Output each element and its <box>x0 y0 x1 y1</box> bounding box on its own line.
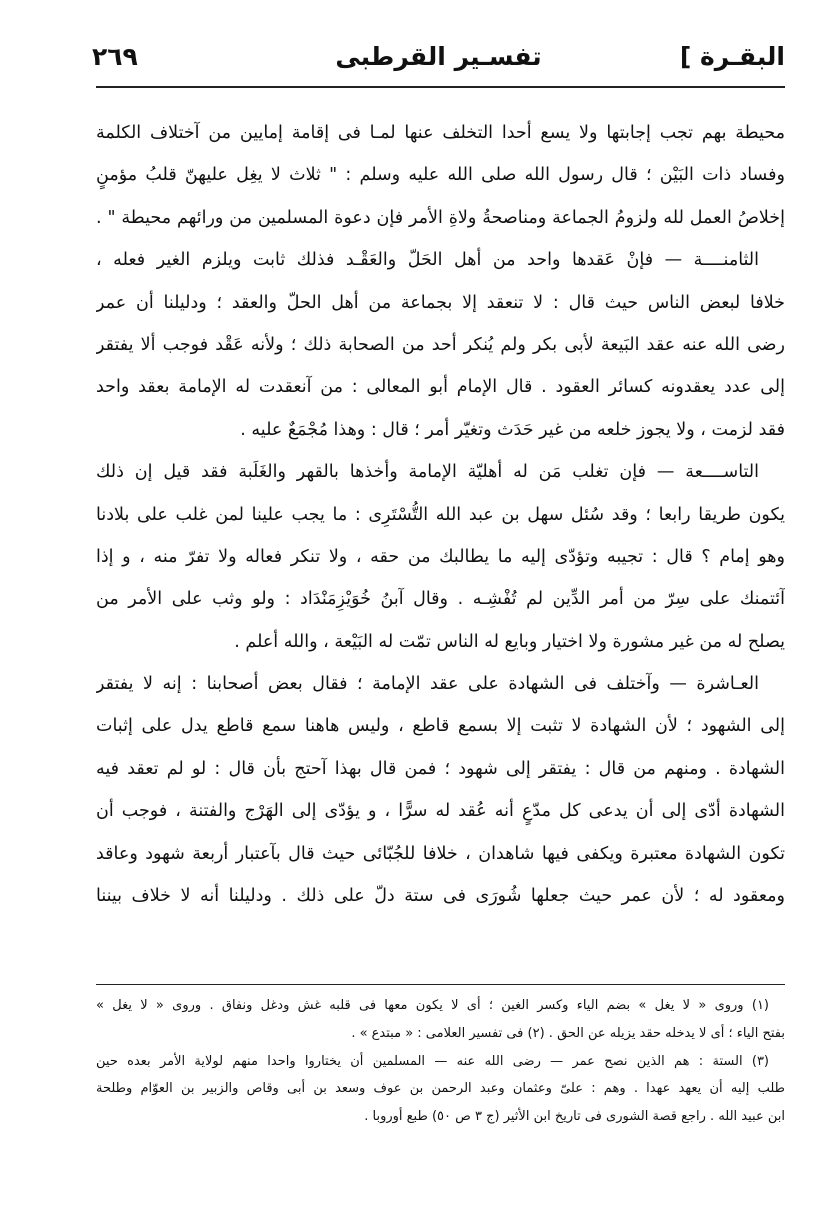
text-line: محيطة بهم تجب إجابتها ولا يسع أحدا التخلف عنها لمـا فى إقامة إمايين من آختلاف الكلمة <box>96 123 785 143</box>
text-line: خلافا لبعض الناس حيث قال : لا تنعقد إلا بجماعة من أهل الحلّ والعقد ؛ ودليلنا أن عمر <box>96 292 785 313</box>
text-line: الشهادة أدّى إلى أن يدعى كل مدّعٍ أنه عُقد له سرًّا ، و يؤدّى إلى الهَرْج والفتنة ، فوجب أن <box>96 801 785 822</box>
text-line: العـاشرة — وآختلف فى الشهادة على عقد الإمامة ؛ فقال بعض أصحابنا : إنه لا يفتقر <box>96 674 759 695</box>
text-line: وهو إمام ؟ قال : تجيبه وتؤدّى إليه ما يطالبك من حقه ، ولا تنكر فعاله ولا تفرّ منه ، و إذا <box>96 546 785 567</box>
footnote-divider <box>96 984 785 985</box>
text-line: وفساد ذات البَيْن ؛ قال رسول الله صلى الله عليه وسلم : " ثلاث لا يغِل عليهنّ قلبُ مؤمنٍ <box>96 165 785 186</box>
text-line: يكون طريقا رابعا ؛ وقد سُئل سهل بن عبد الله التُّسْتَرِى : ما يجب علينا لمن غلب على بلادنا <box>96 504 785 525</box>
text-line: تكون الشهادة معتبرة ويكفى فيها شاهدان ، خلافا للجُبّائى حيث قال بآعتبار أربعة شهود وعاقد <box>96 843 785 864</box>
text-line: الثامنــــة — فإنْ عَقدها واحد من أهل الحَلّ والعَقْـد فذلك ثابت ويلزم الغير فعله ، <box>96 250 759 271</box>
footnote-line: (٣) الستة : هم الذين نصح عمر — رضى الله عنه — المسلمين أن يختاروا واحدا منهم لولاية الأمر بعده حين <box>96 1053 769 1069</box>
text-line: إلى الشهود ؛ لأن الشهادة لا تثبت إلا بسمع قاطع ، وليس هاهنا سمع قاطع يدل على إثبات <box>96 716 785 737</box>
running-header <box>92 38 785 82</box>
sura-name: البقـرة ] <box>679 42 785 71</box>
text-line: آئتمنك على سِرّ من أمر الدِّين لم تُفْشِـه . وقال آبنُ خُوَيْزِمَنْدَاد : ولو وثب على الأمر من <box>96 589 785 610</box>
page-number: ٢٦٩ <box>92 42 138 71</box>
footnotes <box>96 992 785 1131</box>
text-line: الشهادة . ومنهم من قال : يفتقر إلى شهود ؛ فمن قال بهذا آحتج بأن قال : لو لم تعقد فيه <box>96 758 785 779</box>
text-line: فقد لزمت ، ولا يجوز خلعه من غير حَدَث وتغيّر أمر ؛ قال : وهذا مُجْمَعٌ عليه . <box>240 419 785 440</box>
footnote-line: (١) وروى « لا يغل » بضم الياء وكسر الغين ؛ أى لا يكون معها فى قلبه غش ودغل ونفاق . وروى « لا يغل » <box>96 998 769 1013</box>
text-line: إخلاصُ العمل لله ولزومُ الجماعة ومناصحةُ ولاةِ الأمر فإن دعوة المسلمين من ورائهم محيطة " . <box>96 207 785 228</box>
footnote-line: طلب إليه أن يعهد عهدا . وهم : علىّ وعثمان وعبد الرحمن بن عوف وسعد بن أبى وقاص والزبير بن العوّام وطلحة <box>96 1081 785 1097</box>
footnote-line: ابن عبيد الله . راجع قصة الشورى فى تاريخ ابن الأثير (ج ٣ ص ٥٠) طبع أوروبا . <box>364 1109 785 1125</box>
main-text <box>96 112 785 917</box>
book-title: تفسـير القرطبى <box>335 42 542 71</box>
text-line: التاســــعة — فإن تغلب مَن له أهليّة الإمامة وأخذها بالقهر والغَلَبة فقد قيل إن ذلك <box>96 462 759 483</box>
text-line: إلى عدد يعقدونه كسائر العقود . قال الإمام أبو المعالى : من آنعقدت له الإمامة بعقد واحد <box>96 377 785 398</box>
text-line: يصلح له من غير مشورة ولا اختيار وبايع له الناس تمّت له البَيْعة ، والله أعلم . <box>234 631 785 652</box>
text-line: ومعقود له ؛ لأن عمر حيث جعلها شُورَى فى ستة دلّ على ذلك . ودليلنا أنه لا خلاف بيننا <box>96 886 785 907</box>
header-divider <box>96 86 785 88</box>
footnote-line: بفتح الياء ؛ أى لا يدخله حقد يزيله عن الحق . (٢) فى تفسير العلامى : « مبتدع » . <box>351 1025 785 1041</box>
text-line: رضى الله عنه عقد البَيعة لأبى بكر ولم يُنكر أحد من الصحابة ذلك ؛ ولأنه عَقْد فوجب ألا يفتقر <box>96 334 785 355</box>
